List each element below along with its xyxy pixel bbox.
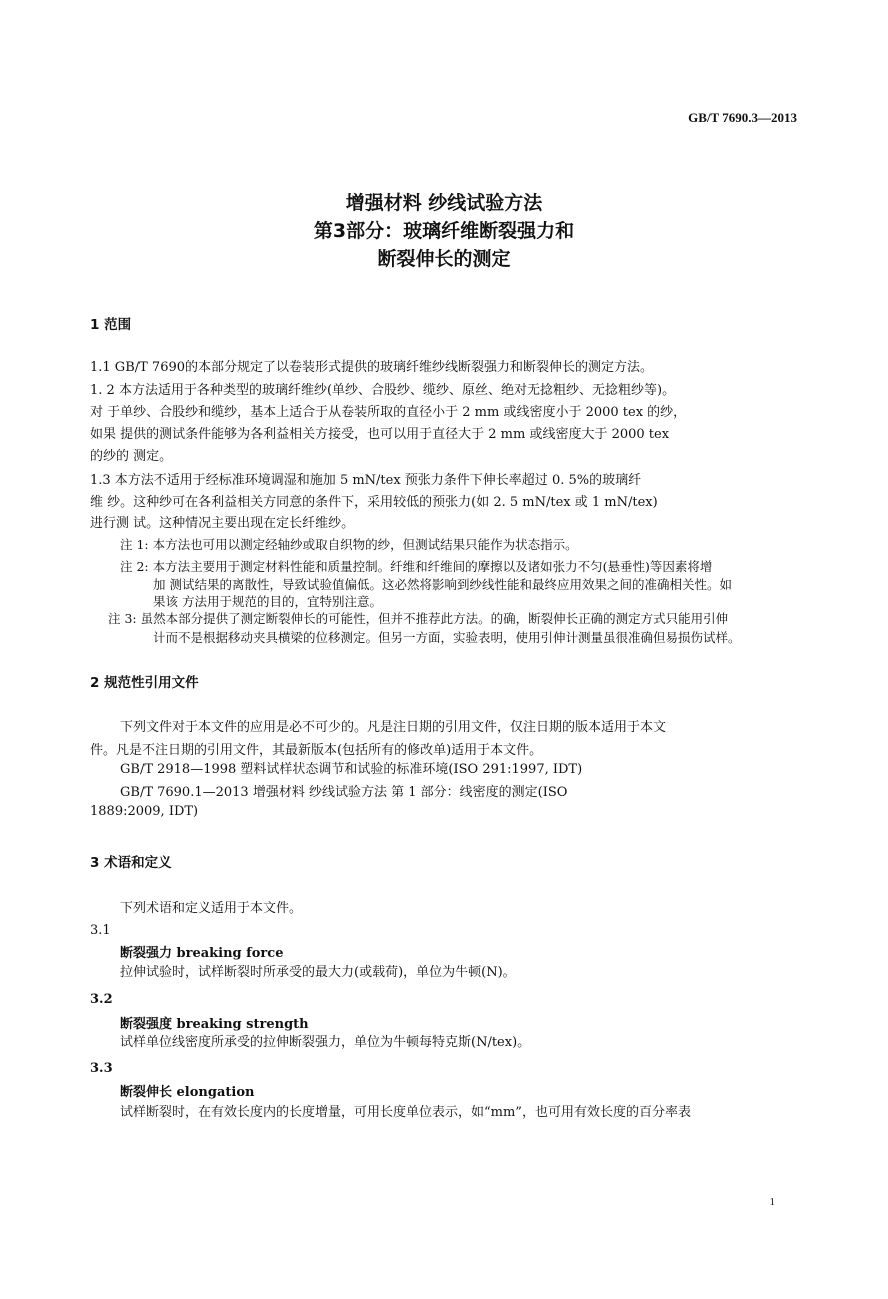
term-3-3-number: 3.3 <box>90 1061 113 1076</box>
note-2-line-2: 加 测试结果的离散性，导致试验值偏低。这必然将影响到纱线性能和最终应用效果之间的准确相关性。如 <box>153 577 732 592</box>
term-3-3-definition: 试样断裂时，在有效长度内的长度增量，可用长度单位表示，如“mm”，也可用有效长度的百分率表 <box>120 1105 691 1120</box>
clause-1-1: 1.1 GB/T 7690的本部分规定了以卷装形式提供的玻璃纤维纱线断裂强力和断裂伸长的测定方法。 <box>90 360 654 375</box>
reference-2-line-2: 1889:2009, IDT) <box>90 804 199 819</box>
standard-number: GB/T 7690.3—2013 <box>688 110 797 125</box>
term-3-1-name: 断裂强力 breaking force <box>120 946 284 961</box>
section-1-heading: 1 范围 <box>90 317 132 333</box>
clause-1-2-line-3: 如果 提供的测试条件能够为各利益相关方接受，也可以用于直径大于 2 mm 或线密度大于 2000 tex <box>90 427 670 442</box>
section-2-para-line-1: 下列文件对于本文件的应用是必不可少的。凡是注日期的引用文件，仅注日期的版本适用于本文 <box>120 720 667 735</box>
note-2-line-1: 注 2: 本方法主要用于测定材料性能和质量控制。纤维和纤维间的摩擦以及诸如张力不匀(悬垂性)等因素将增 <box>120 559 713 574</box>
term-3-1-definition: 拉伸试验时，试样断裂时所承受的最大力(或载荷)，单位为牛顿(N)。 <box>120 965 516 980</box>
term-3-2-number: 3.2 <box>90 992 113 1007</box>
clause-1-3-line-3: 进行测 试。这种情况主要出现在定长纤维纱。 <box>90 516 355 531</box>
section-3-heading: 3 术语和定义 <box>90 855 172 871</box>
term-3-1-number: 3.1 <box>90 923 111 938</box>
section-2-heading: 2 规范性引用文件 <box>90 675 199 691</box>
page-number: 1 <box>769 1196 775 1208</box>
clause-1-2-line-4: 的纱的 测定。 <box>90 449 173 464</box>
term-3-2-name: 断裂强度 breaking strength <box>120 1017 309 1032</box>
title-line-2: 第3部分：玻璃纤维断裂强力和 <box>313 220 575 242</box>
note-2-line-3: 果该 方法用于规范的目的，宜特别注意。 <box>153 594 382 609</box>
reference-2-line-1: GB/T 7690.1—2013 增强材料 纱线试验方法 第 1 部分：线密度的测定(ISO <box>120 785 568 800</box>
clause-1-3-line-2: 维 纱。这种纱可在各利益相关方同意的条件下，采用较低的预张力(如 2. 5 mN/tex 或 1 mN/tex) <box>90 495 658 510</box>
clause-1-2-line-1: 1. 2 本方法适用于各种类型的玻璃纤维纱(单纱、合股纱、缆纱、原丝、绝对无捻粗纱、无捻粗纱等)。 <box>90 383 676 398</box>
term-3-3-name: 断裂伸长 elongation <box>120 1085 255 1100</box>
term-3-2-definition: 试样单位线密度所承受的拉伸断裂强力，单位为牛顿每特克斯(N/tex)。 <box>120 1035 531 1050</box>
title-line-1: 增强材料 纱线试验方法 <box>345 192 543 214</box>
title-line-3: 断裂伸长的测定 <box>377 248 511 270</box>
note-1: 注 1: 本方法也可用以测定经轴纱或取自织物的纱，但测试结果只能作为状态指示。 <box>120 537 578 552</box>
note-3-line-1: 注 3: 虽然本部分提供了测定断裂伸长的可能性，但并不推荐此方法。的确，断裂伸长正确的测定方式只能用引伸 <box>108 611 729 626</box>
clause-1-3-line-1: 1.3 本方法不适用于经标准环境调湿和施加 5 mN/tex 预张力条件下伸长率超过 0. 5%的玻璃纤 <box>90 473 642 488</box>
reference-1: GB/T 2918—1998 塑料试样状态调节和试验的标准环境(ISO 291:1997, IDT) <box>120 762 583 777</box>
note-3-line-2: 计而不是根据移动夹具横梁的位移测定。但另一方面，实验表明，使用引伸计测量虽很准确但易损伤试样。 <box>153 630 741 645</box>
section-2-para-line-2: 件。凡是不注日期的引用文件，其最新版本(包括所有的修改单)适用于本文件。 <box>90 743 543 758</box>
clause-1-2-line-2: 对 于单纱、合股纱和缆纱，基本上适合于从卷装所取的直径小于 2 mm 或线密度小于 2000 tex 的纱， <box>90 405 687 420</box>
section-3-intro: 下列术语和定义适用于本文件。 <box>120 901 303 916</box>
